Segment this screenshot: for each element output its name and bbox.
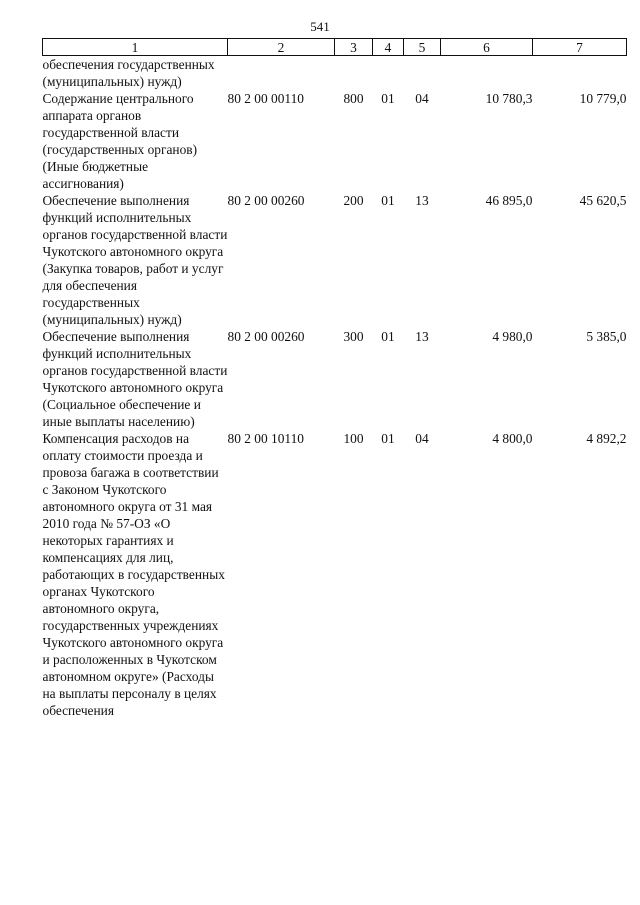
- column-header-6: 6: [441, 39, 533, 56]
- expense-type-code: 200: [343, 193, 364, 208]
- expense-name: Обеспечение выполнения функций исполнительных органов государственной власти Чукотского автономного округа (Закупка товаров, работ и услуг для обеспечения государственных (муниципальных) нужд): [42, 193, 228, 327]
- target-code: 80 2 00 00260: [227, 193, 305, 208]
- expense-type-code: 100: [343, 431, 364, 446]
- subsection-code: 13: [415, 329, 429, 344]
- expense-name: Содержание центрального аппарата органов государственной власти (государственных органов) (Иные бюджетные ассигнования): [42, 91, 198, 191]
- column-header-5: 5: [404, 39, 441, 56]
- column-header-4: 4: [373, 39, 404, 56]
- target-code: 80 2 00 00260: [227, 329, 305, 344]
- amount-col6: 4 980,0: [492, 329, 533, 344]
- target-code: [228, 56, 335, 91]
- amount-col7: 45 620,5: [579, 193, 627, 208]
- table-row: [43, 430, 627, 719]
- header-row: [43, 39, 627, 56]
- section-code: 01: [381, 193, 395, 208]
- section-code: [373, 56, 404, 91]
- column-header-2: 2: [228, 39, 335, 56]
- amount-col7: 10 779,0: [579, 91, 627, 106]
- column-header-7: 7: [533, 39, 627, 56]
- budget-table: [42, 38, 627, 719]
- amount-col7: [533, 56, 627, 91]
- column-header-3: 3: [335, 39, 373, 56]
- target-code: 80 2 00 10110: [227, 431, 304, 446]
- expense-type-code: [335, 56, 373, 91]
- target-code: 80 2 00 00110: [227, 91, 304, 106]
- expense-name: обеспечения государственных (муниципальных) нужд): [42, 57, 215, 89]
- section-code: 01: [381, 91, 395, 106]
- table-row: [43, 192, 627, 328]
- table-row: [43, 56, 627, 91]
- amount-col6: 10 780,3: [485, 91, 533, 106]
- subsection-code: 13: [415, 193, 429, 208]
- amount-col7: 4 892,2: [586, 431, 627, 446]
- page-number: 541: [310, 19, 330, 34]
- column-header-1: 1: [43, 39, 228, 56]
- amount-col6: 46 895,0: [485, 193, 533, 208]
- expense-type-code: 300: [343, 329, 364, 344]
- expense-name: Обеспечение выполнения функций исполнительных органов государственной власти Чукотского автономного округа (Социальное обеспечение и иные выплаты населению): [42, 329, 228, 429]
- expense-type-code: 800: [343, 91, 364, 106]
- amount-col6: [441, 56, 533, 91]
- expense-name: Компенсация расходов на оплату стоимости проезда и провоза багажа в соответствии с Законом Чукотского автономного округа от 31 мая 2010 года № 57-ОЗ «О некоторых гарантиях и компенсациях для лиц, работающих в государственных органах Чукотского автономного округа, государственных учреждениях Чукотского автономного округа и расположенных в Чукотском автономном округе» (Расходы на выплаты персоналу в целях обеспечения: [42, 431, 225, 718]
- table-row: [43, 90, 627, 192]
- subsection-code: 04: [415, 91, 429, 106]
- subsection-code: 04: [415, 431, 429, 446]
- section-code: 01: [381, 431, 395, 446]
- subsection-code: [404, 56, 441, 91]
- table-row: [43, 328, 627, 430]
- section-code: 01: [381, 329, 395, 344]
- amount-col6: 4 800,0: [492, 431, 533, 446]
- amount-col7: 5 385,0: [586, 329, 627, 344]
